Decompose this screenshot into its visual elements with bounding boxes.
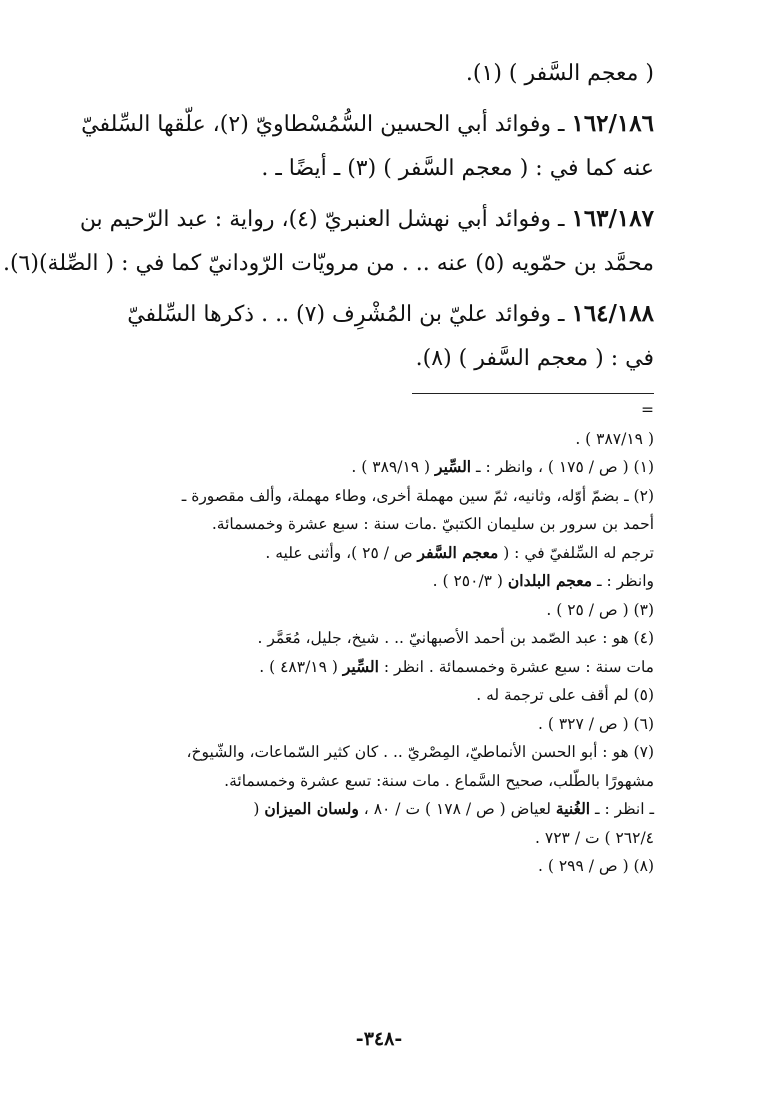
entry-187-line-1 [78, 197, 654, 242]
entry-186-line-1 [78, 102, 654, 147]
footnote-separator [412, 393, 654, 394]
footnote-continuation: ( ٣٨٧/١٩ ) . [575, 429, 654, 448]
footnote-text: لعياض ( ص / ١٧٨ ) ت / ٨٠ ، [358, 800, 556, 818]
footnote-text: ( ٢٥٠/٣ ) . [432, 572, 508, 590]
footnote-4: (٤) هو : عبد الصّمد بن أحمد الأصبهانيّ .. . شيخ، جليل، مُعَمَّر . [257, 629, 654, 647]
footnote-text: ( ٤٨٣/١٩ ) . [259, 657, 343, 676]
footnote-text: ترجم له السِّلفيّ في : ( [498, 543, 654, 562]
footnote-1 [78, 453, 654, 482]
book-title: الغُنية [555, 799, 591, 818]
footnote-7: (٧) هو : أبو الحسن الأنماطيّ، المِصْريّ .. . كان كثير السّماعات، والشّيوخ، [186, 743, 654, 761]
entry-188-line-1 [78, 292, 654, 337]
footnote-text: ( [253, 800, 265, 818]
footnote-text: مات سنة : سبع عشرة وخمسمائة . انظر : [378, 657, 654, 676]
entry-text: ـ وفوائد أبي نهشل العنبريّ (٤)، رواية : عبد الرّحيم بن [79, 207, 572, 232]
footnote-4-line-2 [78, 653, 654, 682]
entry-188-line-2: في : ( معجم السَّفر ) (٨). [415, 346, 654, 371]
entry-number: ١٦٤/١٨٨ [571, 300, 654, 327]
footnote-text: وانظر : ـ [592, 572, 654, 590]
entry-text: ـ وفوائد عليّ بن المُشْرِف (٧) .. . ذكرها السِّلفيّ [127, 302, 572, 327]
footnote-7-line-3 [78, 795, 654, 824]
entry-number: ١٦٢/١٨٦ [571, 110, 654, 137]
footnote-8: (٨) ( ص / ٢٩٩ ) . [538, 857, 654, 875]
footnote-3: (٣) ( ص / ٢٥ ) . [546, 600, 654, 619]
footnote-7-line-2: مشهورًا بالطّلب، صحيح السَّماع . مات سنة: تسع عشرة وخمسمائة. [224, 771, 654, 790]
entry-187-line-2: محمَّد بن حمّويه (٥) عنه .. . من مرويّات الرّودانيّ كما في : ( الصِّلة)(٦). [2, 251, 654, 276]
book-title: معجم السَّفر [417, 542, 499, 562]
entry-text: ـ وفوائد أبي الحسين السُّمُسْطاويّ (٢)، علّقها السِّلفيّ [81, 112, 572, 137]
footnote-5: (٥) لم أقف على ترجمة له . [476, 686, 654, 704]
text-line: ( معجم السَّفر ) (١). [465, 61, 654, 86]
footnote-2-line-3 [78, 539, 654, 568]
footnote-2-line-4 [78, 567, 654, 596]
footnote-2-line-2: أحمد بن سرور بن سليمان الكتبيّ .مات سنة : سبع عشرة وخمسمائة. [211, 515, 654, 533]
book-title: السِّير [342, 656, 379, 676]
footnote-7-line-4: ٢٦٢/٤ ) ت / ٧٢٣ . [535, 828, 654, 847]
book-title: ولسان الميزان [264, 799, 359, 818]
book-title: السِّير [435, 457, 472, 476]
main-text [2, 0, 654, 381]
footnote-text: (١) ( ص / ١٧٥ ) ، وانظر : ـ [471, 458, 654, 476]
footnotes [78, 396, 654, 881]
footnote-6: (٦) ( ص / ٣٢٧ ) . [538, 714, 654, 733]
entry-number: ١٦٣/١٨٧ [571, 205, 654, 232]
footnote-text: ـ انظر : ـ [590, 800, 654, 818]
continuation-mark: = [641, 401, 654, 419]
page-number: -٣٤٨- [355, 1028, 403, 1050]
entry-186-line-2: عنه كما في : ( معجم السَّفر ) (٣) ـ أيضًا ـ . [261, 156, 654, 181]
footnote-text: ( ٣٨٩/١٩ ) . [351, 458, 436, 476]
footnote-text: ص / ٢٥ )، وأثنى عليه . [265, 543, 418, 562]
footnote-2: (٢) ـ بضمّ أوّله، وثانيه، ثمّ سين مهملة أخرى، وطاء مهملة، وألف مقصورة ـ [181, 486, 654, 505]
book-title: معجم البلدان [507, 571, 593, 590]
